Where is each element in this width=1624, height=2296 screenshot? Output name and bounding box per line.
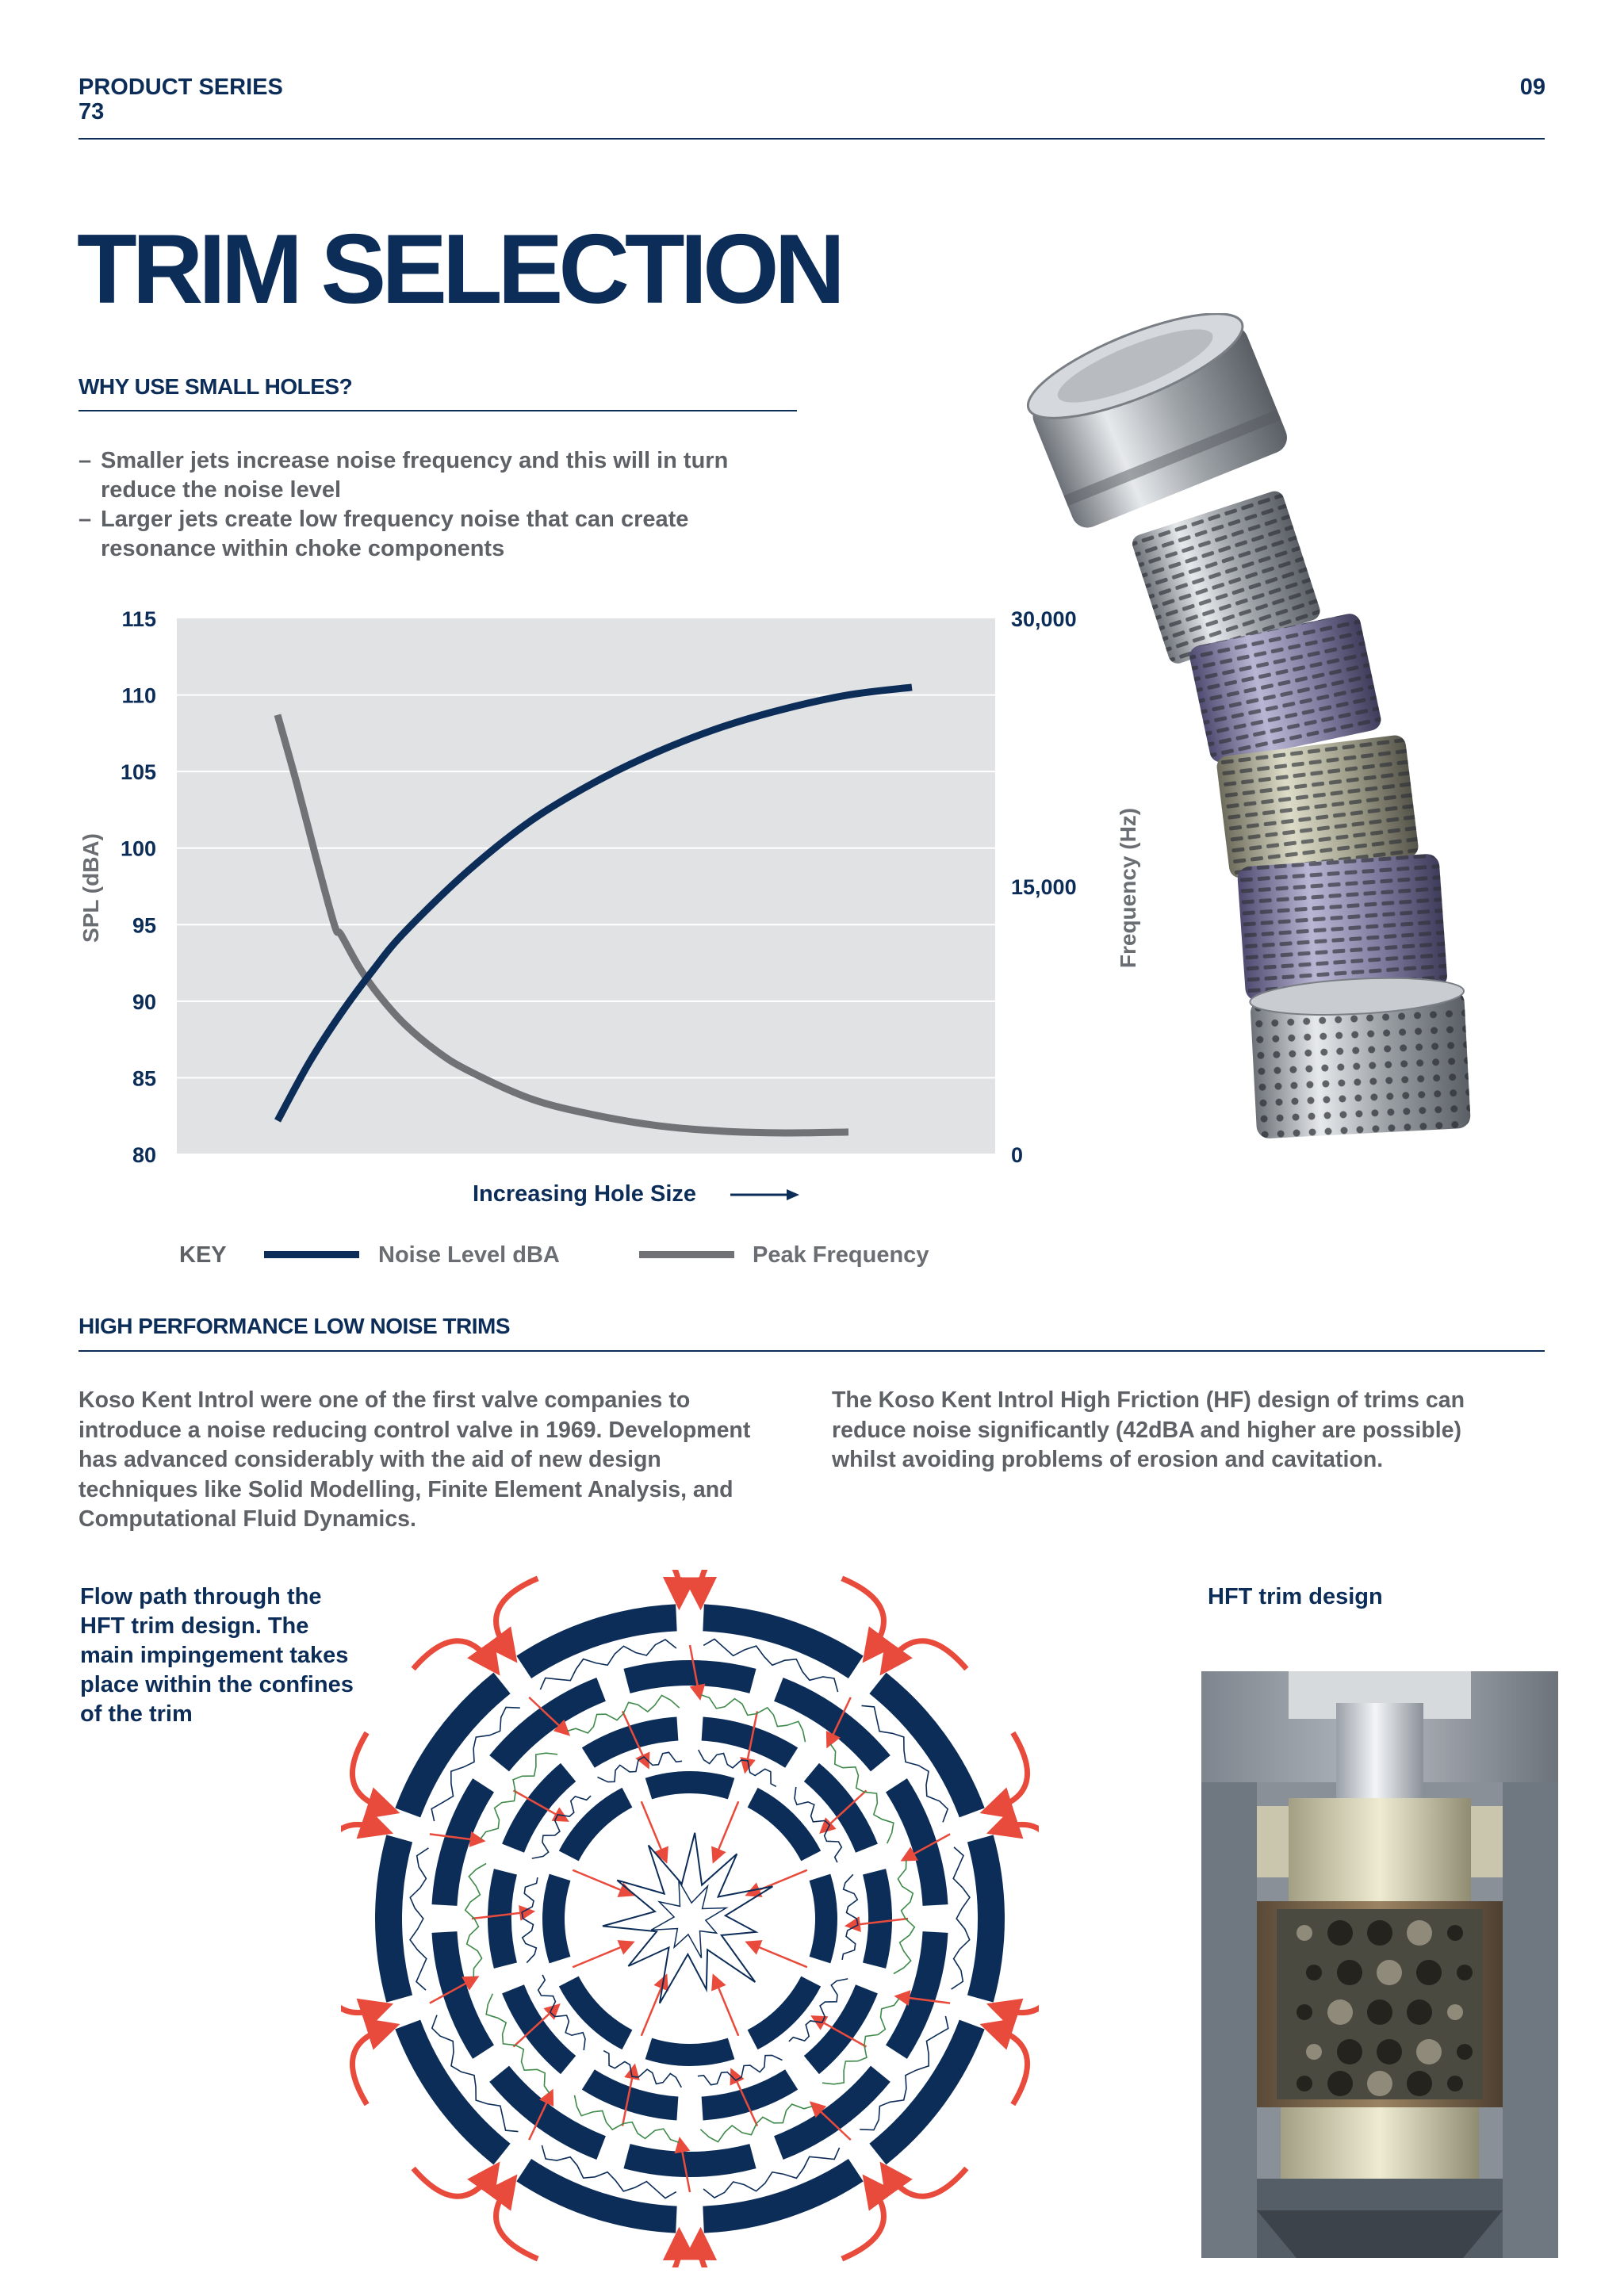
outer-flow-arrow bbox=[890, 2168, 967, 2196]
cage-hole bbox=[1407, 2071, 1432, 2096]
cage-hole bbox=[1337, 1960, 1362, 1985]
ring-segment bbox=[748, 1976, 822, 2050]
outer-flow-arrow bbox=[842, 1578, 884, 1650]
ring-segment bbox=[748, 1788, 822, 1862]
outer-flow-arrow bbox=[496, 2187, 538, 2259]
hp-left-paragraph: Koso Kent Introl were one of the first valve companies to introduce a noise reducing control valve in 1969. Development has advanced considerably with the aid of new design techniques like Solid Modelling, Finite Element Analysis, and Computational Fluid Dynamics. bbox=[79, 1387, 751, 1532]
bullet-item: – Smaller jets increase noise frequency and this will in turn reduce the noise level bbox=[79, 446, 808, 505]
cage-hole bbox=[1416, 1960, 1442, 1985]
center-flow-arrow bbox=[753, 1945, 807, 1968]
cage-hole bbox=[1306, 1965, 1322, 1980]
flow-path-line bbox=[842, 1874, 858, 1960]
noise-frequency-chart bbox=[0, 587, 1142, 1276]
series-line-2: 73 bbox=[79, 99, 105, 124]
y-left-tick-label: 85 bbox=[132, 1066, 156, 1091]
cage-hole bbox=[1457, 1965, 1473, 1980]
flow-path-line bbox=[410, 1848, 428, 1990]
outer-flow-arrow bbox=[613, 1570, 680, 1594]
outer-flow-arrow bbox=[341, 1958, 377, 2013]
outer-flow-arrow bbox=[352, 2029, 384, 2104]
flow-path-line bbox=[894, 1860, 914, 1973]
series-line-1: PRODUCT SERIES bbox=[79, 75, 283, 100]
left-axis-ticks bbox=[121, 607, 156, 1167]
ring-segment bbox=[623, 1660, 756, 1693]
outer-flow-arrow bbox=[996, 2029, 1028, 2104]
cage-hole bbox=[1457, 2044, 1473, 2060]
cage-hole bbox=[1407, 1920, 1432, 1946]
y-left-tick-label: 100 bbox=[120, 836, 156, 861]
page-title: TRIM SELECTION bbox=[77, 215, 841, 324]
ring-segment bbox=[502, 1763, 576, 1853]
cage-hole bbox=[1416, 2039, 1442, 2064]
legend-label-noise: Noise Level dBA bbox=[378, 1242, 560, 1268]
cage-hole bbox=[1407, 1999, 1432, 2025]
cage-hole bbox=[1447, 1925, 1463, 1941]
cage-hole bbox=[1327, 1999, 1353, 2025]
outer-flow-arrow bbox=[700, 2244, 767, 2267]
trim-rings bbox=[375, 1604, 1005, 2233]
product-series-label bbox=[79, 75, 283, 124]
outer-flow-arrow bbox=[613, 2244, 680, 2267]
ring-segment bbox=[702, 1717, 799, 1768]
outer-flow-arrow bbox=[700, 1570, 767, 1594]
ring-segment bbox=[623, 2144, 756, 2177]
outer-flow-arrow bbox=[996, 1733, 1028, 1808]
flow-path-line bbox=[522, 1877, 538, 1963]
cage-hole bbox=[1377, 1960, 1402, 1985]
center-flow-arrow bbox=[642, 1981, 665, 2036]
flow-path-line bbox=[465, 1864, 486, 1977]
hft-trim-cutaway-image bbox=[1201, 1671, 1558, 2258]
why-rule bbox=[79, 410, 797, 411]
ring-segment bbox=[431, 1778, 494, 1906]
x-axis-label: Increasing Hole Size bbox=[472, 1181, 697, 1207]
hp-rule bbox=[79, 1350, 1545, 1352]
ring-segment bbox=[559, 1788, 633, 1862]
outer-flow-arrow bbox=[1002, 1958, 1039, 2013]
why-bullets bbox=[79, 446, 808, 564]
cage-hole bbox=[1297, 2004, 1312, 2020]
flow-path-diagram bbox=[341, 1570, 1039, 2267]
flow-path-line bbox=[952, 1847, 970, 1989]
y-left-tick-label: 115 bbox=[121, 607, 156, 631]
y-axis-right-label: Frequency (Hz) bbox=[1116, 807, 1140, 969]
key-label: KEY bbox=[179, 1242, 227, 1268]
page-number: 09 bbox=[1519, 75, 1545, 100]
outer-flow-arrow bbox=[413, 1641, 490, 1669]
cage-hole bbox=[1447, 2076, 1463, 2091]
cage-hole bbox=[1337, 2039, 1362, 2064]
ring-segment bbox=[886, 1931, 948, 2059]
header-rule bbox=[79, 138, 1545, 140]
cage-hole bbox=[1327, 1920, 1353, 1946]
ring-segment bbox=[559, 1976, 633, 2050]
ring-segment bbox=[967, 1835, 1005, 2002]
hp-right-paragraph: The Koso Kent Introl High Friction (HF) design of trims can reduce noise significantly (42dBA and higher are possible) whilst avoiding problems of erosion and cavitation. bbox=[832, 1387, 1465, 1472]
y-left-tick-label: 110 bbox=[121, 683, 156, 708]
legend-swatch-noise bbox=[264, 1251, 359, 1258]
cage-hole bbox=[1367, 2071, 1392, 2096]
ring-segment bbox=[582, 1717, 679, 1768]
cage-hole bbox=[1367, 1999, 1392, 2025]
outer-flow-arrow bbox=[341, 1824, 377, 1879]
ring-segment bbox=[582, 2069, 679, 2120]
ring-segment bbox=[645, 1771, 735, 1799]
y-left-tick-label: 95 bbox=[132, 913, 156, 938]
hp-heading: HIGH PERFORMANCE LOW NOISE TRIMS bbox=[79, 1314, 510, 1338]
outer-flow-arrow bbox=[413, 2168, 490, 2196]
center-flow-arrow bbox=[716, 1801, 739, 1856]
y-right-tick-label: 30,000 bbox=[1011, 607, 1077, 631]
flow-path-caption: Flow path through the HFT trim design. The main impingement takes place within the confines of the trim bbox=[80, 1584, 354, 1727]
why-heading: WHY USE SMALL HOLES? bbox=[79, 374, 353, 399]
ring-segment bbox=[431, 1931, 494, 2059]
ring-segment bbox=[542, 1874, 570, 1964]
ring-segment bbox=[702, 2069, 799, 2120]
cage-hole bbox=[1297, 2076, 1312, 2091]
center-flow-arrow bbox=[716, 1981, 739, 2036]
ring-segment bbox=[863, 1869, 892, 1969]
outer-flow-arrow bbox=[352, 1733, 384, 1808]
legend-swatch-peak bbox=[639, 1251, 734, 1258]
ring-segment bbox=[645, 2038, 735, 2066]
cage-hole bbox=[1367, 1920, 1392, 1946]
outer-flow-arrow bbox=[496, 1578, 538, 1650]
cage-hole bbox=[1306, 2044, 1322, 2060]
ring-segment bbox=[804, 1984, 878, 2074]
y-left-tick-label: 80 bbox=[132, 1143, 156, 1167]
y-left-tick-label: 105 bbox=[120, 760, 156, 785]
ring-segment bbox=[804, 1763, 878, 1853]
x-axis-arrow bbox=[730, 1189, 799, 1200]
legend-label-peak: Peak Frequency bbox=[753, 1242, 929, 1268]
outer-flow-arrow bbox=[842, 2187, 884, 2259]
hft-caption: HFT trim design bbox=[1208, 1584, 1383, 1609]
y-right-tick-label: 15,000 bbox=[1011, 875, 1077, 899]
outer-flow-arrow bbox=[1002, 1824, 1039, 1879]
cage-hole bbox=[1327, 2071, 1353, 2096]
center-flow-arrow bbox=[573, 1945, 627, 1968]
cage-hole bbox=[1447, 2004, 1463, 2020]
y-right-tick-label: 0 bbox=[1011, 1143, 1024, 1167]
exploded-trim-illustration bbox=[1015, 313, 1586, 1169]
bullet-item: – Larger jets create low frequency noise that can create resonance within choke components bbox=[79, 505, 808, 564]
ring-segment bbox=[488, 1869, 517, 1969]
y-left-tick-label: 90 bbox=[132, 989, 156, 1014]
cage-hole bbox=[1297, 1925, 1312, 1941]
impingement-burst bbox=[603, 1833, 772, 2003]
ring-segment bbox=[502, 1984, 576, 2074]
ring-segment bbox=[375, 1835, 412, 2002]
ring-segment bbox=[810, 1874, 837, 1964]
trim-cage-4 bbox=[1249, 974, 1471, 1139]
outer-flow-arrow bbox=[890, 1641, 967, 1669]
center-flow-arrow bbox=[642, 1801, 665, 1856]
cage-hole bbox=[1377, 2039, 1402, 2064]
y-axis-left-label: SPL (dBA) bbox=[79, 833, 103, 943]
ring-segment bbox=[886, 1778, 948, 1906]
